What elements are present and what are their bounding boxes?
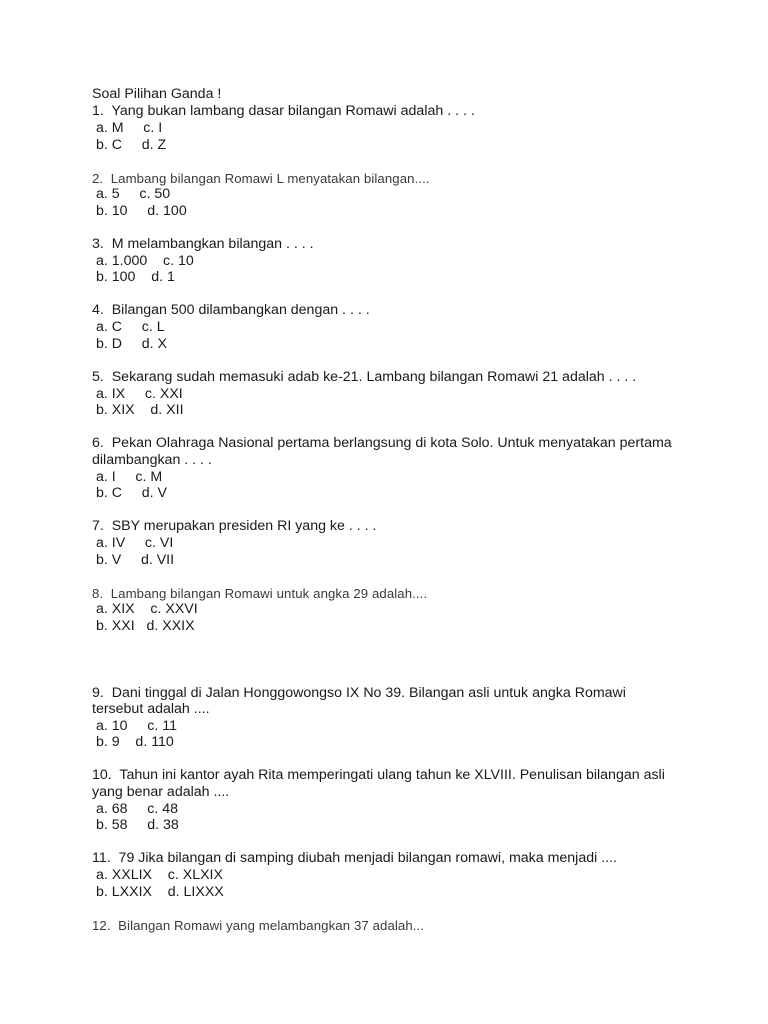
question-4-options-a: a. C c. L xyxy=(96,319,165,335)
question-9-text-line1: 9. Dani tinggal di Jalan Honggowongso IX No 39. Bilangan asli untuk angka Romawi xyxy=(92,685,626,701)
question-3-options-a: a. 1.000 c. 10 xyxy=(96,253,194,269)
question-11-options-b: b. LXXIX d. LIXXX xyxy=(96,884,224,900)
question-1-options-b: b. C d. Z xyxy=(96,137,167,153)
question-7-options-a: a. IV c. VI xyxy=(96,535,174,551)
question-9-options-a: a. 10 c. 11 xyxy=(96,718,177,734)
document-heading: Soal Pilihan Ganda ! xyxy=(92,86,222,102)
question-6-options-a: a. I c. M xyxy=(96,469,163,485)
question-4-options-b: b. D d. X xyxy=(96,336,167,352)
question-6-options-b: b. C d. V xyxy=(96,485,167,501)
question-6-text-line2: dilambangkan . . . . xyxy=(92,452,212,468)
question-7-text: 7. SBY merupakan presiden RI yang ke . . . . xyxy=(92,518,377,534)
question-2-text: 2. Lambang bilangan Romawi L menyatakan bilangan.... xyxy=(92,171,430,186)
question-5-text: 5. Sekarang sudah memasuki adab ke-21. Lambang bilangan Romawi 21 adalah . . . . xyxy=(92,369,637,385)
question-8-options-b: b. XXI d. XXIX xyxy=(96,618,195,634)
question-9-text-line2: tersebut adalah .... xyxy=(92,701,210,717)
question-3-options-b: b. 100 d. 1 xyxy=(96,269,175,285)
question-9-options-b: b. 9 d. 110 xyxy=(96,734,174,750)
question-11-text: 11. 79 Jika bilangan di samping diubah menjadi bilangan romawi, maka menjadi .... xyxy=(92,850,617,866)
question-4-text: 4. Bilangan 500 dilambangkan dengan . . . . xyxy=(92,302,370,318)
question-6-text-line1: 6. Pekan Olahraga Nasional pertama berlangsung di kota Solo. Untuk menyatakan pertama xyxy=(92,435,672,451)
question-10-text-line1: 10. Tahun ini kantor ayah Rita memperingati ulang tahun ke XLVIII. Penulisan bilangan asli xyxy=(92,767,665,783)
question-8-text: 8. Lambang bilangan Romawi untuk angka 29 adalah.... xyxy=(92,586,428,601)
question-10-options-a: a. 68 c. 48 xyxy=(96,801,179,817)
question-1-text: 1. Yang bukan lambang dasar bilangan Romawi adalah . . . . xyxy=(92,103,475,119)
question-7-options-b: b. V d. VII xyxy=(96,552,175,568)
question-3-text: 3. M melambangkan bilangan . . . . xyxy=(92,236,314,252)
question-5-options-b: b. XIX d. XII xyxy=(96,402,184,418)
question-2-options-b: b. 10 d. 100 xyxy=(96,203,187,219)
question-10-options-b: b. 58 d. 38 xyxy=(96,817,179,833)
question-1-options-a: a. M c. I xyxy=(96,120,163,136)
question-2-options-a: a. 5 c. 50 xyxy=(96,186,171,202)
question-12-text: 12. Bilangan Romawi yang melambangkan 37 adalah... xyxy=(92,918,425,933)
question-11-options-a: a. XXLIX c. XLXIX xyxy=(96,867,223,883)
question-5-options-a: a. IX c. XXI xyxy=(96,386,183,402)
question-10-text-line2: yang benar adalah .... xyxy=(92,784,230,800)
question-8-options-a: a. XIX c. XXVI xyxy=(96,601,198,617)
